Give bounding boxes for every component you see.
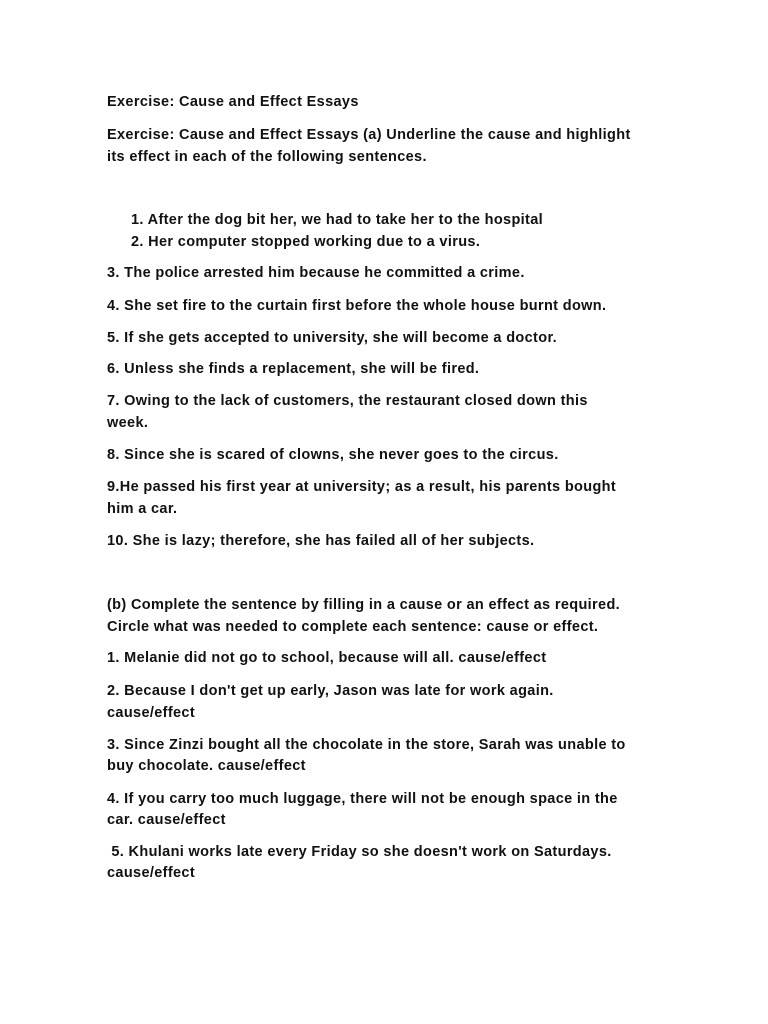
part-b-item-5-cont: cause/effect	[107, 865, 196, 881]
part-a-item-2: 2. Her computer stopped working due to a virus.	[131, 234, 481, 250]
part-a-item-8: 8. Since she is scared of clowns, she never goes to the circus.	[107, 447, 559, 463]
part-b-item-3: 3. Since Zinzi bought all the chocolate in the store, Sarah was unable to	[107, 737, 626, 753]
part-b-item-2: 2. Because I don't get up early, Jason was late for work again.	[107, 683, 554, 699]
part-a-item-6: 6. Unless she finds a replacement, she will be fired.	[107, 361, 480, 377]
part-b-item-2-cont: cause/effect	[107, 705, 196, 721]
part-a-intro-line-2: its effect in each of the following sentences.	[107, 149, 427, 165]
part-b-intro-line-1: (b) Complete the sentence by filling in a cause or an effect as required.	[107, 597, 621, 613]
part-a-item-1: 1. After the dog bit her, we had to take her to the hospital	[131, 212, 544, 228]
part-b-item-5: 5. Khulani works late every Friday so she doesn't work on Saturdays.	[107, 844, 612, 860]
part-a-intro-line-1: Exercise: Cause and Effect Essays (a) Underline the cause and highlight	[107, 127, 631, 143]
part-a-item-10: 10. She is lazy; therefore, she has failed all of her subjects.	[107, 533, 535, 549]
document-title: Exercise: Cause and Effect Essays	[107, 94, 359, 110]
part-b-item-1: 1. Melanie did not go to school, because will all. cause/effect	[107, 650, 547, 666]
part-a-item-5: 5. If she gets accepted to university, she will become a doctor.	[107, 330, 558, 346]
part-a-item-7-cont: week.	[107, 415, 149, 431]
part-b-item-4-cont: car. cause/effect	[107, 812, 226, 828]
part-a-item-3: 3. The police arrested him because he committed a crime.	[107, 265, 525, 281]
part-a-item-4: 4. She set fire to the curtain first before the whole house burnt down.	[107, 298, 607, 314]
part-b-item-3-cont: buy chocolate. cause/effect	[107, 758, 306, 774]
part-a-item-7: 7. Owing to the lack of customers, the restaurant closed down this	[107, 393, 588, 409]
part-b-intro-line-2: Circle what was needed to complete each sentence: cause or effect.	[107, 619, 599, 635]
part-a-item-9-cont: him a car.	[107, 501, 178, 517]
part-a-item-9: 9.He passed his first year at university; as a result, his parents bought	[107, 479, 617, 495]
part-b-item-4: 4. If you carry too much luggage, there will not be enough space in the	[107, 791, 618, 807]
